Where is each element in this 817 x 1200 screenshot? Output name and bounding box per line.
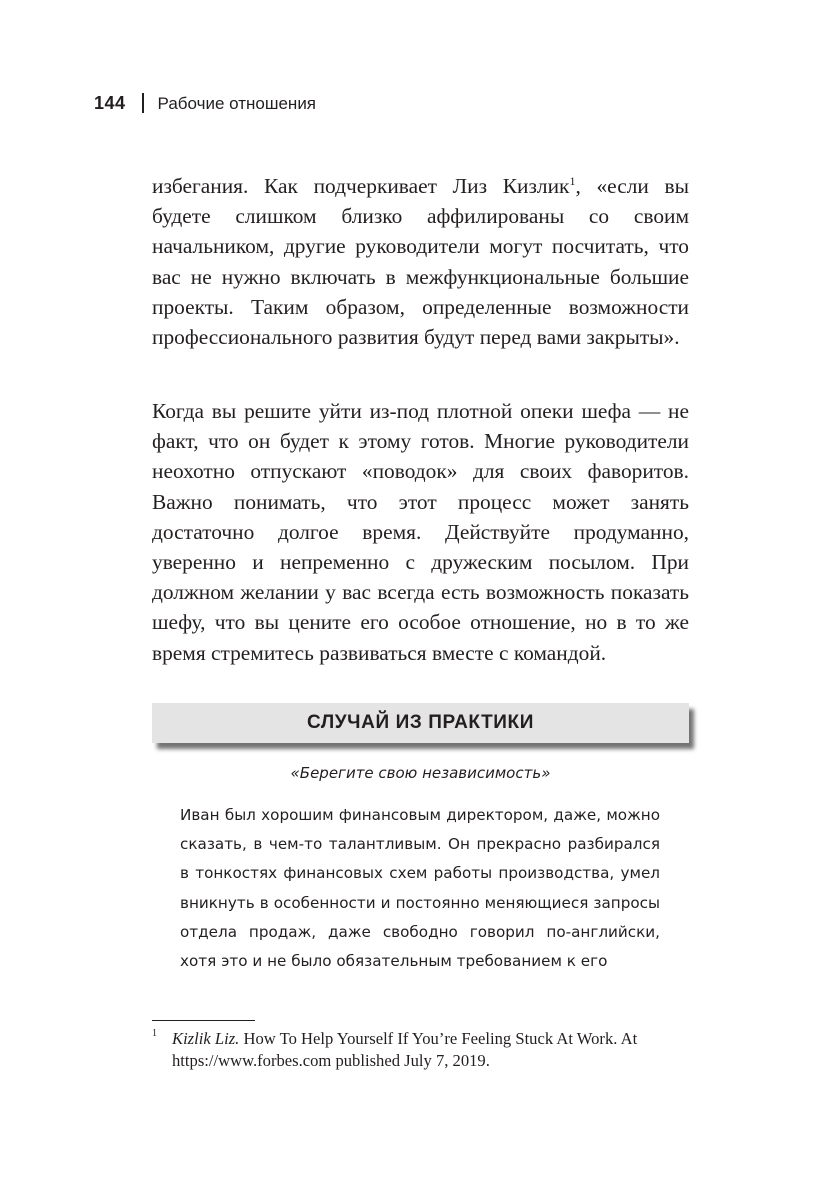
page-number: 144 (94, 93, 126, 113)
paragraph-1-text-start: избегания. Как подчеркивает Лиз Кизлик (152, 174, 570, 198)
paragraph-1-text-end: , «если вы будете слишком близко аффилированы со своим начальником, другие руководители могут посчитать, что вас не нужно включать в межфункциональные большие проекты. Таким образом, определенные возможности профессионального развития будут перед вами закрыты». (152, 174, 689, 350)
footnote (152, 1028, 689, 1072)
body-paragraph-1 (152, 171, 689, 352)
case-study-heading-box (152, 703, 689, 743)
footnote-reference: 1 (569, 174, 576, 188)
body-paragraph-2: Когда вы решите уйти из-под плотной опеки шефа — не факт, что он будет к этому готов. Многие руководители неохотно отпускают «поводок» для своих фаворитов. Важно понимать, что этот процесс может занять достаточно долгое время. Действуйте продуманно, уверенно и непременно с дружеским посылом. При должном желании у вас всегда есть возможность показать шефу, что вы цените его особое отношение, но в то же время стремитесь развиваться вместе с командой. (152, 399, 689, 665)
running-header (94, 93, 316, 114)
case-study-heading: СЛУЧАЙ ИЗ ПРАКТИКИ (306, 712, 534, 733)
footnote-text: How To Help Yourself If You’re Feeling Stuck At Work. At https://www.forbes.com published July 7, 2019. (172, 1029, 638, 1070)
case-study-subtitle: «Берегите свою независимость» (290, 764, 551, 782)
header-divider (142, 93, 144, 113)
footnote-marker: 1 (152, 1028, 157, 1039)
section-title: Рабочие отношения (157, 94, 317, 113)
footnote-body (152, 1028, 689, 1072)
footnote-divider (152, 1020, 255, 1021)
footnote-author: Kizlik Liz. (172, 1029, 240, 1048)
case-study-text: Иван был хорошим финансовым директором, даже, можно сказать, в чем-то талантливым. Он прекрасно разбирался в тонкостях финансовых схем работы производства, умел вникнуть в особенности и постоянно меняющиеся запросы отдела продаж, даже свободно говорил по-английски, хотя это и не было обязательным требованием к его (180, 806, 660, 971)
